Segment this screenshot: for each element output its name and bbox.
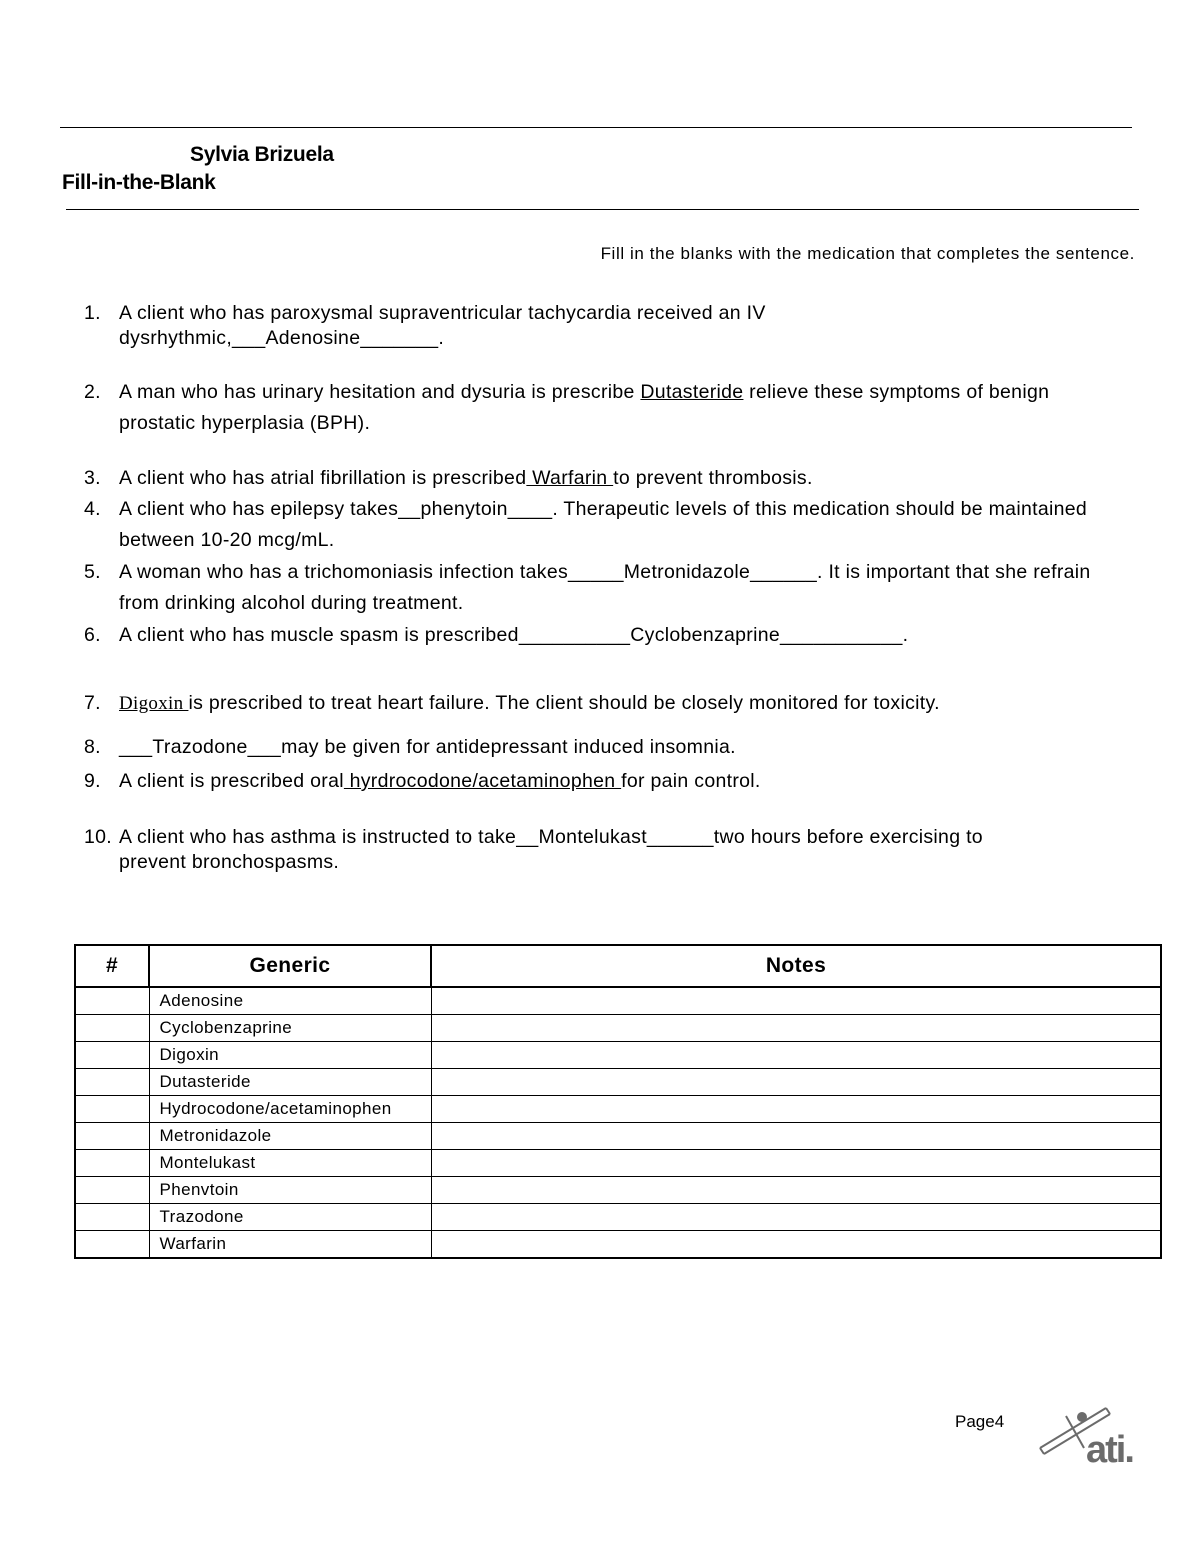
question-number: 2. (84, 381, 101, 403)
cell-number (75, 1069, 149, 1096)
cell-generic: Digoxin (149, 1042, 431, 1069)
question-number: 3. (84, 467, 101, 489)
answer-text: Warfarin (526, 467, 614, 489)
table-row (75, 1177, 1161, 1204)
instructions: Fill in the blanks with the medication that completes the sentence. (600, 244, 1135, 263)
cell-generic: Montelukast (149, 1150, 431, 1177)
header-notes: Notes (431, 945, 1161, 987)
question-text: to prevent thrombosis. (613, 467, 813, 489)
question-7 (84, 688, 1124, 719)
question-number: 9. (84, 770, 101, 792)
logo-text: ati. (1086, 1429, 1133, 1470)
question-number: 6. (84, 624, 101, 646)
header-generic: Generic (149, 945, 431, 987)
question-text: A man who has urinary hesitation and dysuria is prescribe (119, 381, 641, 403)
cell-number (75, 1015, 149, 1042)
table-row (75, 1096, 1161, 1123)
cell-number (75, 1150, 149, 1177)
question-text: for pain control. (621, 770, 761, 792)
question-text: A client who has muscle spasm is prescribed__________Cyclobenzaprine___________. (119, 624, 909, 646)
cell-generic: Adenosine (149, 987, 431, 1015)
question-number: 1. (84, 302, 101, 324)
cell-notes (431, 1177, 1161, 1204)
question-6 (84, 620, 1124, 651)
cell-generic: Phenvtoin (149, 1177, 431, 1204)
question-10 (84, 825, 1124, 875)
cell-notes (431, 1015, 1161, 1042)
question-text: dysrhythmic,___Adenosine_______. (119, 327, 445, 349)
cell-number (75, 1096, 149, 1123)
table-row (75, 1204, 1161, 1231)
cell-generic: Trazodone (149, 1204, 431, 1231)
question-number: 4. (84, 498, 101, 520)
table-row (75, 1150, 1161, 1177)
cell-notes (431, 1204, 1161, 1231)
question-8 (84, 732, 1124, 763)
header-top-rule (60, 127, 1132, 128)
cell-notes (431, 1231, 1161, 1259)
cell-notes (431, 1069, 1161, 1096)
table-header-row (75, 945, 1161, 987)
question-text: A woman who has a trichomoniasis infection takes_____Metronidazole______. It is important that she refrain from drinking alcohol during treatment. (119, 561, 1091, 614)
answer-text: hyrdrocodone/acetaminophen (343, 770, 622, 792)
table-row (75, 1069, 1161, 1096)
question-text: A client who has epilepsy takes__phenytoin____. Therapeutic levels of this medication should be maintained between 10-20 mcg/mL. (119, 498, 1088, 551)
author-name: Sylvia Brizuela (190, 143, 334, 166)
cell-number (75, 1042, 149, 1069)
cell-notes (431, 1123, 1161, 1150)
document-title: Fill-in-the-Blank (62, 171, 216, 194)
table-row (75, 1042, 1161, 1069)
answer-text: Dutasteride (640, 381, 744, 403)
question-5 (84, 557, 1124, 619)
question-number: 5. (84, 561, 101, 583)
cell-generic: Dutasteride (149, 1069, 431, 1096)
table-row (75, 1123, 1161, 1150)
header-bottom-rule (66, 209, 1139, 210)
question-2 (84, 377, 1124, 439)
question-text: prevent bronchospasms. (119, 851, 340, 873)
question-number: 10. (84, 826, 113, 848)
cell-notes (431, 987, 1161, 1015)
question-text: relieve these symptoms of benign prostatic hyperplasia (BPH). (119, 381, 1050, 434)
question-text: ___Trazodone___may be given for antidepressant induced insomnia. (119, 736, 736, 758)
question-4 (84, 494, 1124, 556)
question-number: 8. (84, 736, 101, 758)
ati-logo-icon (1036, 1404, 1146, 1470)
cell-generic: Metronidazole (149, 1123, 431, 1150)
header-number: # (75, 945, 149, 987)
cell-number (75, 1231, 149, 1259)
question-3 (84, 463, 1124, 494)
cell-notes (431, 1150, 1161, 1177)
question-1 (84, 301, 1124, 351)
answer-text: Digoxin (119, 693, 189, 714)
question-text: A client is prescribed oral (119, 770, 344, 792)
question-text: A client who has asthma is instructed to take__Montelukast______two hours before exercising to (119, 826, 983, 848)
cell-notes (431, 1042, 1161, 1069)
cell-number (75, 1123, 149, 1150)
table-row (75, 1231, 1161, 1259)
cell-generic: Warfarin (149, 1231, 431, 1259)
cell-generic: Cyclobenzaprine (149, 1015, 431, 1042)
table-row (75, 987, 1161, 1015)
cell-number (75, 1204, 149, 1231)
cell-number (75, 987, 149, 1015)
question-text: is prescribed to treat heart failure. The client should be closely monitored for toxicity. (188, 692, 940, 714)
question-text: A client who has atrial fibrillation is prescribed (119, 467, 527, 489)
cell-generic: Hydrocodone/acetaminophen (149, 1096, 431, 1123)
medication-table (74, 944, 1162, 1259)
table-row (75, 1015, 1161, 1042)
question-text: A client who has paroxysmal supraventricular tachycardia received an IV (119, 302, 766, 324)
cell-notes (431, 1096, 1161, 1123)
question-number: 7. (84, 692, 101, 714)
cell-number (75, 1177, 149, 1204)
question-9 (84, 766, 1124, 797)
page-number: Page4 (955, 1412, 1005, 1431)
